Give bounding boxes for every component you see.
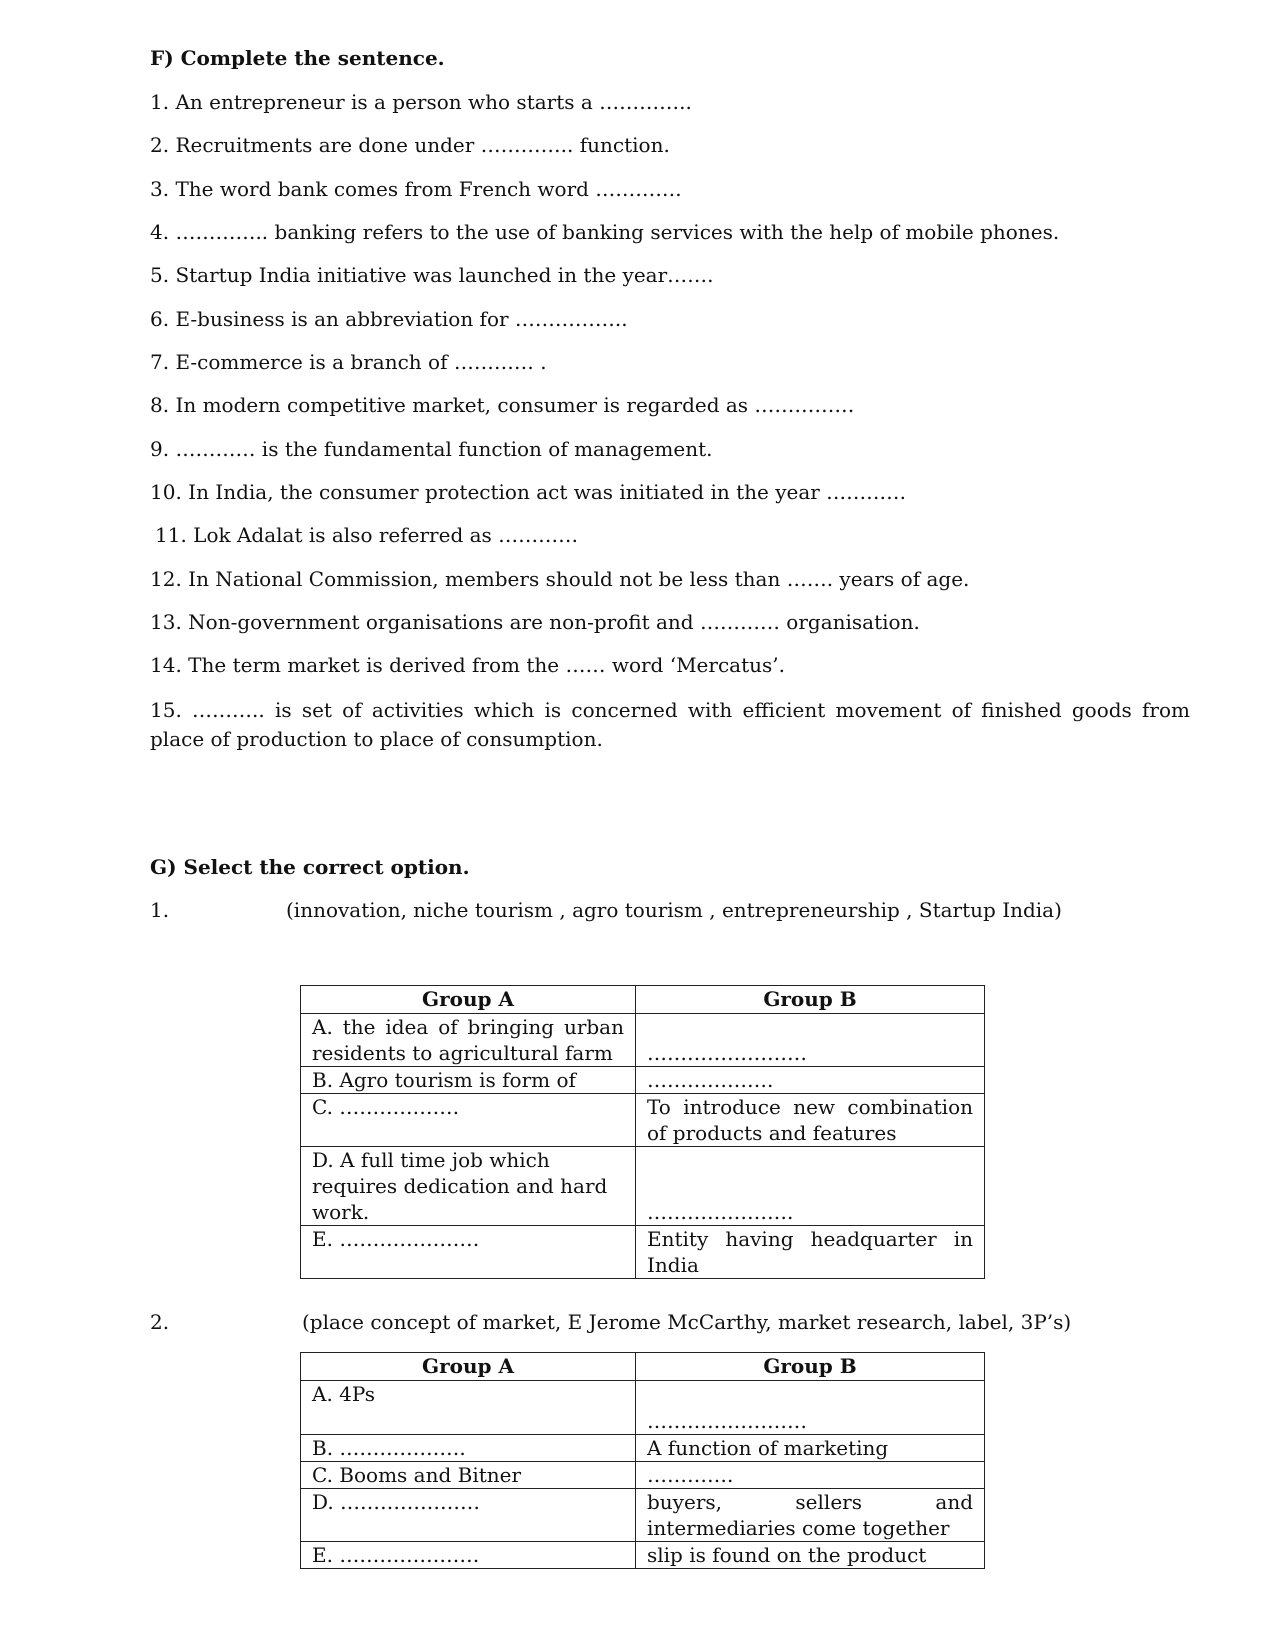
match-table-1 <box>300 985 985 1279</box>
match-table-2 <box>300 1352 985 1569</box>
group-a-cell: E. ………………… <box>301 1542 636 1569</box>
question-f-11: 11. Lok Adalat is also referred as ………… <box>155 523 579 547</box>
table-row <box>301 1462 985 1489</box>
table-row <box>301 1489 985 1542</box>
group-b-cell: Entity having headquarter in India <box>636 1226 985 1279</box>
table-row <box>301 1147 985 1226</box>
group-a-cell: C. ……………… <box>301 1094 636 1147</box>
table-header-row <box>301 1353 985 1381</box>
table-row <box>301 1226 985 1279</box>
table-row <box>301 1381 985 1435</box>
question-f-5: 5. Startup India initiative was launched in the year……. <box>150 263 714 287</box>
question-f-13: 13. Non-government organisations are non-profit and ………… organisation. <box>150 610 920 634</box>
group-a-cell: D. ………………… <box>301 1489 636 1542</box>
group-b-header: Group B <box>636 986 985 1014</box>
question-g-1-number: 1. <box>150 898 170 922</box>
group-b-cell: …………. <box>636 1462 985 1489</box>
group-b-cell: slip is found on the product <box>636 1542 985 1569</box>
group-b-cell: ………………. <box>636 1067 985 1094</box>
table-row <box>301 1014 985 1067</box>
group-a-cell: C. Booms and Bitner <box>301 1462 636 1489</box>
group-b-cell: …………………… <box>636 1381 985 1435</box>
table-row <box>301 1067 985 1094</box>
question-f-10: 10. In India, the consumer protection act was initiated in the year ………… <box>150 480 907 504</box>
section-f-heading: F) Complete the sentence. <box>150 46 445 70</box>
group-a-cell: A. 4Ps <box>301 1381 636 1435</box>
question-f-6: 6. E-business is an abbreviation for …………….. <box>150 307 628 331</box>
question-f-2: 2. Recruitments are done under ………….. function. <box>150 133 670 157</box>
group-b-cell: …………………. <box>636 1147 985 1226</box>
question-g-2-number: 2. <box>150 1310 170 1334</box>
question-f-8: 8. In modern competitive market, consumer is regarded as …………… <box>150 393 855 417</box>
question-f-12: 12. In National Commission, members should not be less than ……. years of age. <box>150 567 970 591</box>
group-b-cell: A function of marketing <box>636 1435 985 1462</box>
question-f-3: 3. The word bank comes from French word …………. <box>150 177 682 201</box>
group-b-cell: …………………… <box>636 1014 985 1067</box>
group-a-header: Group A <box>301 986 636 1014</box>
section-g-heading: G) Select the correct option. <box>150 855 470 879</box>
question-f-14: 14. The term market is derived from the …… word ‘Mercatus’. <box>150 653 785 677</box>
question-g-2-options: (place concept of market, E Jerome McCarthy, market research, label, 3P’s) <box>302 1310 1072 1334</box>
table-row <box>301 1435 985 1462</box>
question-f-9: 9. ………… is the fundamental function of management. <box>150 437 713 461</box>
question-f-1: 1. An entrepreneur is a person who starts a ………….. <box>150 90 692 114</box>
question-f-15: 15. ……….. is set of activities which is concerned with efficient movement of finished goods from place of production to place of consumption. <box>150 698 1190 751</box>
question-g-1-options: (innovation, niche tourism , agro tourism , entrepreneurship , Startup India) <box>286 898 1062 922</box>
group-a-cell: A. the idea of bringing urban residents to agricultural farm <box>301 1014 636 1067</box>
table-row <box>301 1094 985 1147</box>
group-b-cell: To introduce new combination of products and features <box>636 1094 985 1147</box>
group-a-cell: E. ………………… <box>301 1226 636 1279</box>
question-f-7: 7. E-commerce is a branch of ………… . <box>150 350 547 374</box>
table-row <box>301 1542 985 1569</box>
group-a-cell: B. ………………. <box>301 1435 636 1462</box>
question-f-4: 4. ………….. banking refers to the use of banking services with the help of mobile phones. <box>150 220 1060 244</box>
table-header-row <box>301 986 985 1014</box>
group-a-cell: B. Agro tourism is form of <box>301 1067 636 1094</box>
group-a-header: Group A <box>301 1353 636 1381</box>
group-b-cell: buyers, sellers and intermediaries come together <box>636 1489 985 1542</box>
group-b-header: Group B <box>636 1353 985 1381</box>
group-a-cell: D. A full time job which requires dedication and hard work. <box>301 1147 636 1226</box>
